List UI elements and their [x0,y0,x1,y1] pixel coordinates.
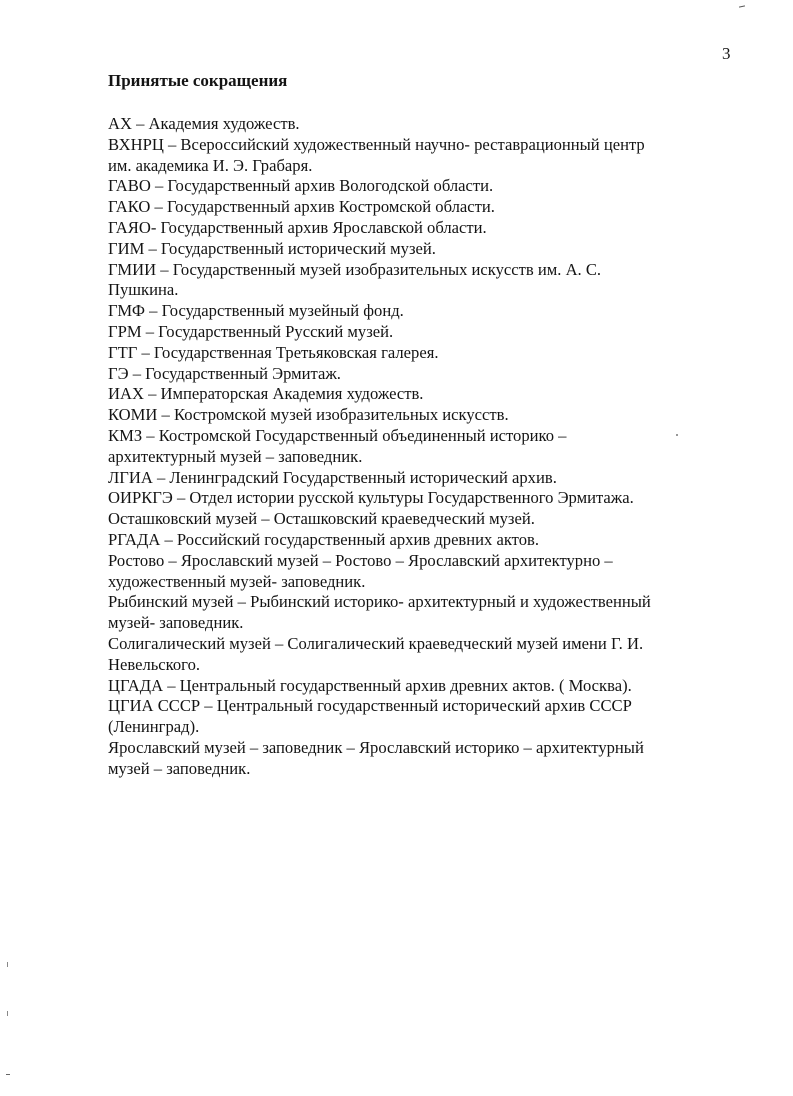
abbreviation-line: Осташковский музей – Осташковский краеведческий музей. [108,509,535,529]
abbreviation-line: музей- заповедник. [108,613,244,633]
abbreviation-line: ЛГИА – Ленинградский Государственный исторический архив. [108,467,557,487]
abbreviation-line: Ростово – Ярославский музей – Ростово – Ярославский архитектурно – [108,550,613,570]
abbreviation-line: ЦГАДА – Центральный государственный архив древних актов. ( Москва). [108,675,632,695]
abbreviation-line: им. академика И. Э. Грабаря. [108,155,313,175]
abbreviation-line: Пушкина. [108,280,179,300]
abbreviation-line: Солигалический музей – Солигалический краеведческий музей имени Г. И. [108,633,644,653]
page-title: Принятые сокращения [108,71,288,90]
abbreviation-line: Невельского. [108,654,201,674]
scan-speck [7,962,8,967]
abbreviation-line: ГМИИ – Государственный музей изобразительных искусств им. А. С. [108,259,602,279]
scan-speck [6,1074,10,1075]
abbreviation-line: (Ленинград). [108,717,200,737]
abbreviation-line: музей – заповедник. [108,758,251,778]
abbreviation-line: РГАДА – Российский государственный архив древних актов. [108,529,539,549]
abbreviation-line: КМЗ – Костромской Государственный объединенный историко – [108,425,567,445]
scan-speck [7,1011,8,1016]
abbreviation-line: ГАКО – Государственный архив Костромской области. [108,197,495,217]
abbreviation-line: ГАЯО- Государственный архив Ярославской области. [108,217,487,237]
abbreviation-line: архитектурный музей – заповедник. [108,446,363,466]
abbreviation-line: ГАВО – Государственный архив Вологодской области. [108,176,494,196]
page-number: 3 [722,44,731,63]
abbreviation-line: АХ – Академия художеств. [108,114,300,133]
abbreviation-line: ЦГИА СССР – Центральный государственный исторический архив СССР [108,696,632,716]
scan-speck [739,5,745,7]
abbreviation-line: Рыбинский музей – Рыбинский историко- архитектурный и художественный [108,592,651,612]
abbreviation-line: ГЭ – Государственный Эрмитаж. [108,363,341,383]
scan-speck [676,434,678,436]
abbreviation-line: художественный музей- заповедник. [108,571,366,591]
abbreviation-line: ОИРКГЭ – Отдел истории русской культуры Государственного Эрмитажа. [108,488,634,508]
abbreviation-line: ГРМ – Государственный Русский музей. [108,321,394,341]
abbreviation-line: ГТГ – Государственная Третьяковская галерея. [108,342,439,362]
abbreviation-line: ИАХ – Императорская Академия художеств. [108,384,424,404]
abbreviation-line: Ярославский музей – заповедник – Ярославский историко – архитектурный [108,737,644,757]
abbreviation-line: КОМИ – Костромской музей изобразительных искусств. [108,405,509,425]
abbreviation-list [108,114,733,780]
abbreviation-line: ГИМ – Государственный исторический музей. [108,238,436,258]
abbreviation-line: ГМФ – Государственный музейный фонд. [108,301,404,321]
abbreviation-line: ВХНРЦ – Всероссийский художественный научно- реставрационный центр [108,134,645,154]
